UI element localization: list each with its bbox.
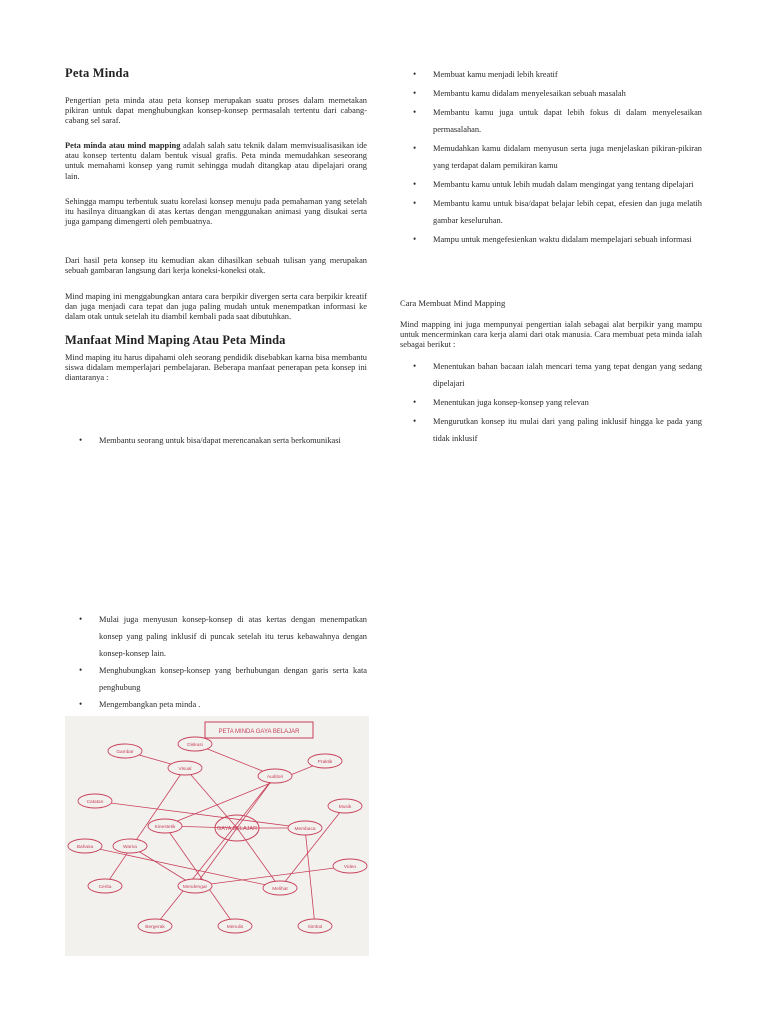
mind-map-node-label: Visual [178, 767, 192, 772]
mind-map-node-label: Catatan [86, 800, 104, 805]
list-item: • Mampu untuk mengefesienkan waktu didalam mempelajari sebuah informasi [400, 231, 702, 248]
mind-map-node-label: Bergerak [145, 925, 165, 930]
list-item: • Menentukan juga konsep-konsep yang relevan [400, 394, 702, 411]
mind-map-photo [65, 716, 369, 956]
paragraph-korelasi: Sehingga mampu terbentuk suatu korelasi konsep menuju pada pemahaman yang setelah itu hasilnya dituangkan di atas kertas dengan menggunakan animasi yang disukai serta juga gampang dimengerti oleh pembuatnya. [65, 197, 367, 227]
paragraph-divergen: Mind maping ini menggabungkan antara cara berpikir divergen serta cara berpikir kreatif dan juga menjadi cara tepat dan juga paling mudah untuk menempatkan informasi ke dalam otak untuk setelah itu diambil kembali pada saat dibutuhkan. [65, 292, 367, 322]
mind-map-node-label: Membaca [294, 827, 316, 832]
paragraph-mind-mapping-text: adalah salah satu teknik dalam memvisualisasikan ide atau konsep tertentu dalam bentuk visual grafis. Peta minda memudahkan seseorang untuk memahami konsep yang rumit sehingga mudah ditangkap atau dipelajari orang lain. [65, 141, 367, 181]
page-title: Peta Minda [65, 66, 130, 80]
section-heading-cara: Cara Membuat Mind Mapping [400, 298, 506, 308]
mind-map-node-label: Auditori [266, 775, 284, 780]
mind-map-node-label: Cerita [98, 885, 112, 890]
paragraph-cara: Mind mapping ini juga mempunyai pengertian ialah sebagai alat berpikir yang mampu untuk mencerminkan cara kerja alami dari otak manusia. Cara membuat peta minda ialah sebagai berikut : [400, 320, 702, 350]
list-item: • Membantu kamu untuk bisa/dapat belajar lebih cepat, efesien dan juga melatih gambar keseluruhan. [400, 195, 702, 229]
mind-map-node-label: Bahasa [76, 845, 94, 850]
mind-map-node-label: Diskusi [187, 743, 203, 748]
list-item: • Membuat kamu menjadi lebih kreatif [400, 66, 702, 83]
paragraph-mind-mapping [65, 141, 367, 182]
mind-map-node-label: Praktik [317, 760, 333, 765]
mind-map-node-label: Musik [338, 805, 352, 810]
bullet-list-manfaat-3 [400, 66, 702, 248]
list-item: • Mengurutkan konsep itu mulai dari yang paling inklusif hingga ke pada yang tidak inklusif [400, 413, 702, 447]
bullet-list-manfaat-1 [65, 432, 367, 449]
center-node-label: GAYA BELAJAR [216, 826, 258, 832]
mind-map-node-label: Kinestetik [154, 825, 176, 830]
paragraph-hasil: Dari hasil peta konsep itu kemudian akan dihasilkan sebuah tulisan yang merupakan sebuah gambaran langsung dari kerja koneksi-koneksi otak. [65, 256, 367, 276]
mind-map-node-label: Mendengar [182, 885, 208, 890]
bold-term: Peta minda atau mind mapping [65, 141, 181, 150]
list-item: • Membantu kamu juga untuk dapat lebih fokus di dalam menyelesaikan permasalahan. [400, 104, 702, 138]
list-item: • Mengembangkan peta minda . [65, 696, 367, 713]
bullet-list-cara [400, 358, 702, 447]
mind-map-node-label: Melihat [272, 887, 288, 892]
mind-map-node-label: Video [343, 865, 357, 870]
paragraph-manfaat: Mind maping itu harus dipahami oleh seorang pendidik disebabkan karna bisa membantu siswa didalam memperlajari pembelajaran. Beberapa manfaat penerapan peta konsep ini diantaranya : [65, 353, 367, 383]
list-item: • Membantu seorang untuk bisa/dapat merencanakan serta berkomunikasi [65, 432, 367, 449]
mind-map-header: PETA MINDA GAYA BELAJAR [218, 729, 300, 735]
list-item: • Memudahkan kamu didalam menyusun serta juga menjelaskan pikiran-pikiran yang terdapat dalam pemikiran kamu [400, 140, 702, 174]
list-item: • Membantu kamu untuk lebih mudah dalam mengingat yang tentang dipelajari [400, 176, 702, 193]
mind-map-node-label: Simbol [307, 925, 323, 930]
list-item: • Membantu kamu didalam menyelesaikan sebuah masalah [400, 85, 702, 102]
mind-map-node-label: Gambar [116, 750, 134, 755]
list-item: • Menghubungkan konsep-konsep yang berhubungan dengan garis serta kata penghubung [65, 662, 367, 696]
mind-map-node-label: Warna [123, 845, 137, 850]
section-title-manfaat: Manfaat Mind Maping Atau Peta Minda [65, 333, 286, 347]
mind-map-node-label: Menulis [226, 925, 244, 930]
bullet-list-manfaat-2 [65, 611, 367, 713]
list-item: • Menentukan bahan bacaan ialah mencari tema yang tepat dengan yang sedang dipelajari [400, 358, 702, 392]
paragraph-definition: Pengertian peta minda atau peta konsep merupakan suatu proses dalam memetakan pikiran untuk dapat menghubungkan konsep-konsep permasalah tertentu dari cabang-cabang sel saraf. [65, 96, 367, 126]
mind-map-drawing [65, 716, 369, 956]
list-item: • Mulai juga menyusun konsep-konsep di atas kertas dengan menempatkan konsep yang paling inklusif di puncak setelah itu terus kebawahnya dengan konsep-konsep lain. [65, 611, 367, 662]
